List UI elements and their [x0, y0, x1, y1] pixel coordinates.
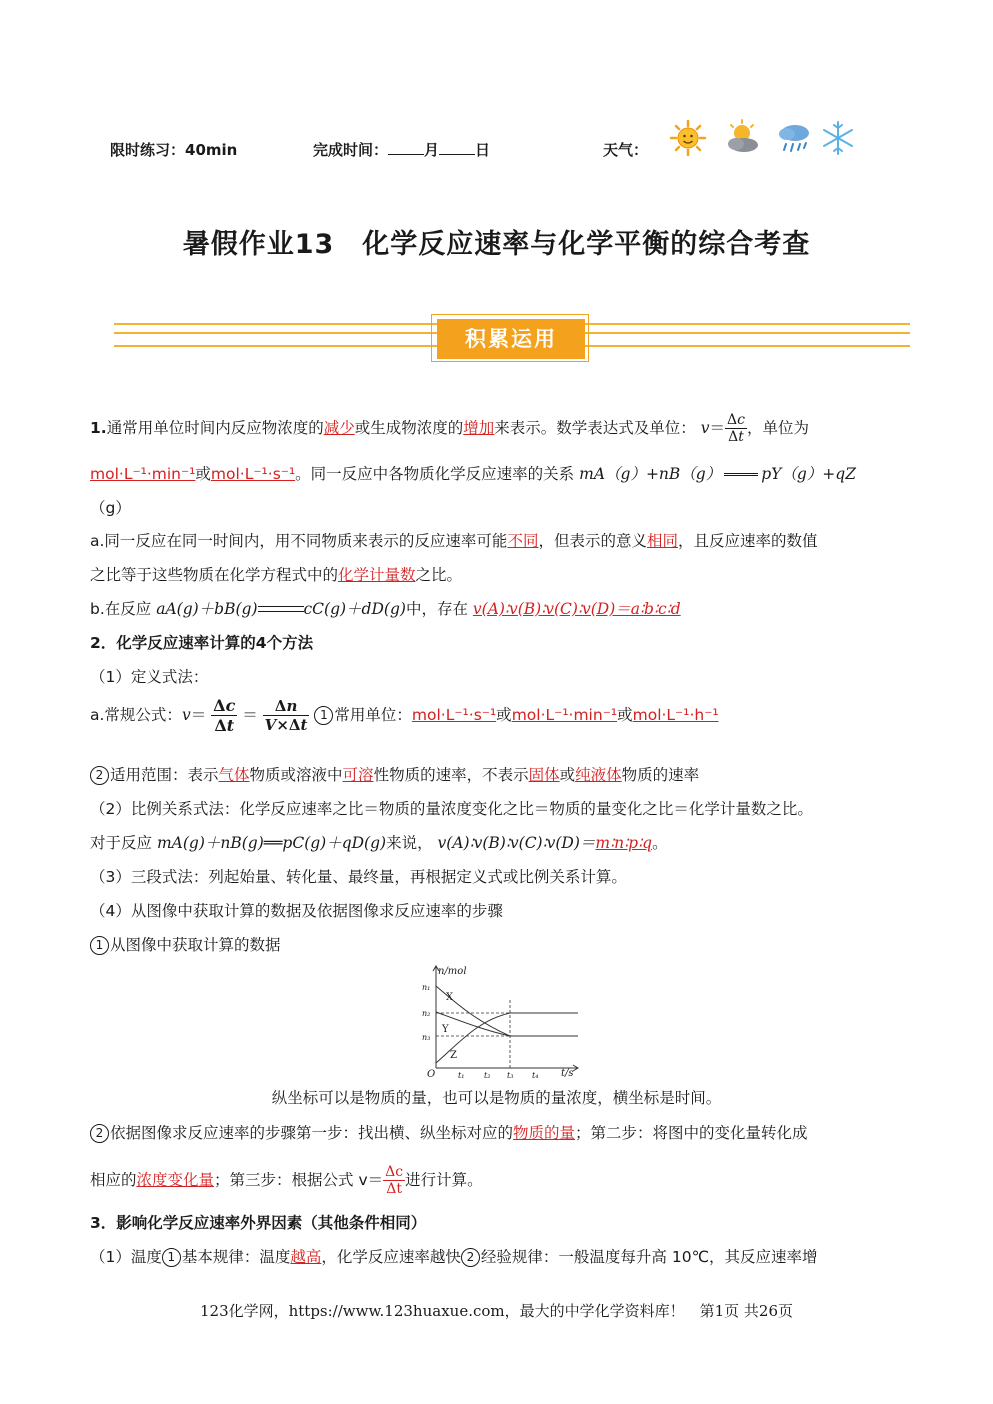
- sun-icon: [668, 118, 708, 158]
- origin-label: O: [427, 1069, 436, 1078]
- page-footer: 123化学网，https://www.123huaxue.com，最大的中学化学资料库！ 第1页 共26页: [199, 1302, 794, 1320]
- step-2-line-1: 2 依据图像求反应速率的步骤第一步：找出横、纵坐标对应的物质的量；第二步：将图中的变化量转化成: [90, 1121, 808, 1143]
- method-1-label: （1）定义式法：: [90, 668, 209, 686]
- completion-label: 完成时间：: [313, 141, 389, 159]
- method-3-line: （3）三段式法：列起始量、转化量、最终量，再根据定义式或比例关系计算。: [90, 868, 627, 886]
- step-1-line: 1 从图像中获取计算的数据: [90, 933, 281, 955]
- completion-time: [313, 139, 490, 160]
- method-2-line: （2）比例关系式法：化学反应速率之比＝物质的量浓度变化之比＝物质的量变化之比＝化学计量数之比。: [90, 800, 813, 818]
- paragraph-1-line-3: （g）: [90, 499, 131, 517]
- concentration-time-graph: [418, 960, 588, 1078]
- heading-2: 2．化学反应速率计算的4个方法: [90, 634, 314, 652]
- answer-decrease: 减少: [323, 419, 355, 437]
- paragraph-1-line-2: mol·L⁻¹·min⁻¹或mol·L⁻¹·s⁻¹。同一反应中各物质化学反应速率的关系 mA（g）+nB（g） pY（g）+qZ: [90, 465, 856, 483]
- y-axis-label: n/mol: [438, 966, 467, 977]
- unit-answer-2: mol·L⁻¹·s⁻¹: [210, 465, 296, 483]
- unit-answer-1: mol·L⁻¹·min⁻¹: [90, 465, 196, 483]
- snowflake-icon: [818, 118, 858, 158]
- point-a-line-1: a.同一反应在同一时间内，用不同物质来表示的反应速率可能不同，但表示的意义相同，且反应速率的数值: [90, 532, 818, 550]
- formula-line: a.常规公式：v＝ $\frac{\Delta c}{\Delta t}$ ＝ $\frac{\Delta n}{V\times\Delta t}$ 1 常用单位：mol·L⁻¹·s⁻¹或mol·L⁻¹·min⁻¹或mol·L⁻¹·h⁻¹: [90, 696, 719, 735]
- x-axis-label: t/s: [561, 1068, 574, 1078]
- curve-label-y: Y: [442, 1024, 449, 1035]
- method-2-line-2: 对于反应 mA(g)＋nB(g)══pC(g)＋qD(g)来说， v(A)∶v(B)∶v(C)∶v(D)＝m∶n∶p∶q。: [90, 834, 668, 852]
- page-title: 暑假作业13 化学反应速率与化学平衡的综合考查: [182, 229, 811, 260]
- paragraph-1-line-1: 1.通常用单位时间内反应物浓度的减少或生成物浓度的增加来表示。数学表达式及单位： v＝ $\frac{\Delta c}{\Delta t}$ ，单位为: [90, 412, 809, 445]
- temperature-line: （1）温度 1 基本规律：温度越高，化学反应速率越快 2 经验规律：一般温度每升高 10℃，其反应速率增: [90, 1248, 818, 1266]
- answer-increase: 增加: [463, 419, 495, 437]
- point-a-line-2: 之比等于这些物质在化学方程式中的化学计量数之比。: [90, 566, 463, 584]
- method-4-line: （4）从图像中获取计算的数据及依据图像求反应速率的步骤: [90, 902, 503, 920]
- scope-line: 2 适用范围：表示气体物质或溶液中可溶性物质的速率，不表示固体或纯液体物质的速率: [90, 763, 699, 785]
- heading-3: 3．影响化学反应速率外界因素（其他条件相同）: [90, 1214, 427, 1232]
- y-tick-n3: n₃: [422, 1033, 431, 1042]
- x-tick-t2: t₂: [484, 1071, 491, 1078]
- day-label: 日: [475, 141, 491, 159]
- y-tick-n2: n₂: [422, 1009, 431, 1018]
- ratio-answer: v(A)∶v(B)∶v(C)∶v(D)＝a∶b∶c∶d: [472, 600, 681, 618]
- month-label: 月: [424, 141, 440, 159]
- practice-time-label: 限时练习：40min: [110, 141, 238, 159]
- y-tick-n1: n₁: [422, 983, 431, 992]
- step-2-line-2: 相应的浓度变化量；第三步：根据公式 v＝ $\frac{\Delta c}{\Delta t}$ 进行计算。: [90, 1164, 483, 1197]
- x-tick-t4: t₄: [532, 1071, 539, 1078]
- x-tick-t1: t₁: [458, 1071, 465, 1078]
- weather-label: 天气：: [603, 141, 649, 159]
- x-tick-t3: t₃: [507, 1071, 514, 1078]
- graph-caption: 纵坐标可以是物质的量，也可以是物质的量浓度，横坐标是时间。: [271, 1089, 722, 1107]
- point-b-line: b.在反应 aA(g)＋bB(g) cC(g)＋dD(g)中，存在 v(A)∶v(B)∶v(C)∶v(D)＝a∶b∶c∶d: [90, 600, 681, 618]
- rain-cloud-icon: [774, 118, 814, 158]
- section-badge: 积累运用: [437, 319, 585, 359]
- curve-label-z: Z: [450, 1050, 457, 1061]
- partly-cloudy-icon: [722, 118, 762, 158]
- curve-label-x: X: [446, 992, 454, 1003]
